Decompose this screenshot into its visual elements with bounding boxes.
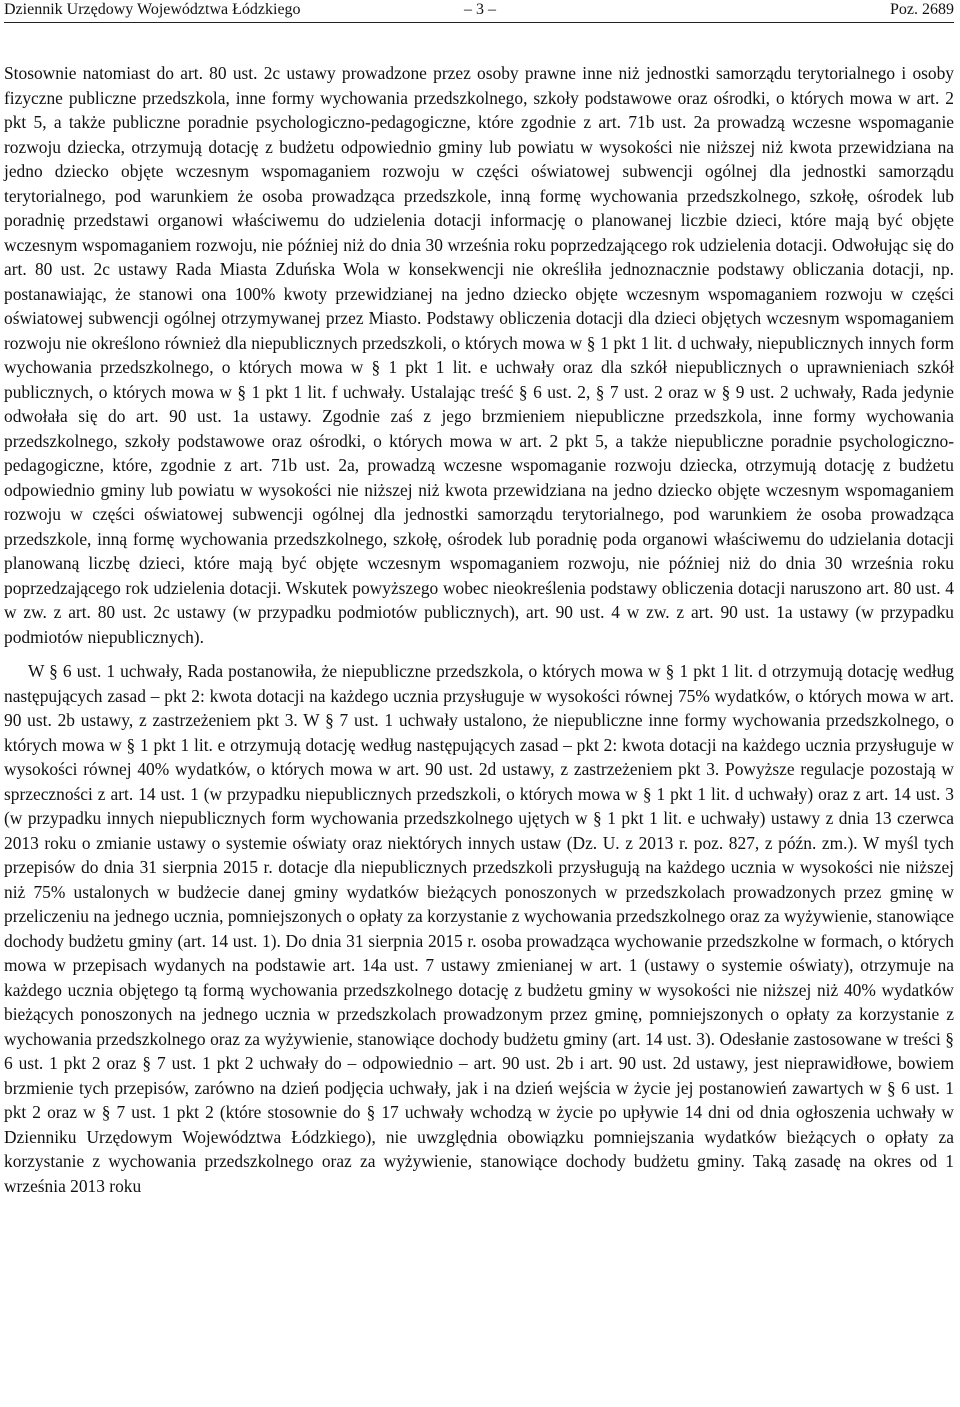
paragraph-2: W § 6 ust. 1 uchwały, Rada postanowiła, że niepubliczne przedszkola, o których mowa w § 1 pkt 1 lit. d otrzymują dotację według następujących zasad – pkt 2: kwota dotacji na każdego ucznia przysługuje w wysokości równej 75% wydatków, o których mowa w art. 90 ust. 2b ustawy, z zastrzeżeniem pkt 3. W § 7 ust. 1 uchwały ustalono, że niepubliczne inne formy wychowania przedszkolnego, o których mowa w § 1 pkt 1 lit. e otrzymują dotację według następujących zasad – pkt 2: kwota dotacji na każdego ucznia przysługuje w wysokości równej 40% wydatków, o których mowa w art. 90 ust. 2d ustawy, z zastrzeżeniem pkt 3. Powyższe regulacje pozostają w sprzeczności z art. 14 ust. 1 (w przypadku niepublicznych przedszkoli, o których mowa w § 1 pkt 1 lit. d uchwały) oraz z art. 14 ust. 3 (w przypadku innych niepublicznych form wychowania przedszkolnego ujętych w § 1 pkt 1 lit. e uchwały) ustawy z dnia 13 czerwca 2013 roku o zmianie ustawy o systemie oświaty oraz niektórych innych ustaw (Dz. U. z 2013 r. poz. 827, z późn. zm.). W myśl tych przepisów do dnia 31 sierpnia 2015 r. dotacje dla niepublicznych przedszkoli przysługują na każdego ucznia w wysokości nie niższej niż 75% ustalonych w budżecie danej gminy wydatków bieżących ponoszonych w przedszkolach prowadzonych przez gminę w przeliczeniu na jednego ucznia, pomniejszonych o opłaty za korzystanie z wychowania przedszkolnego oraz za wyżywienie, stanowiące dochody budżetu gminy (art. 14 ust. 1). Do dnia 31 sierpnia 2015 r. osoba prowadząca wychowanie przedszkolne w formach, o których mowa w przepisach wydanych na podstawie art. 14a ust. 7 ustawy zmienianej w art. 1 (ustawy o systemie oświaty), otrzymuje na każdego ucznia objętego tą formą wychowania przedszkolnego dotację z budżetu gminy w wysokości nie niższej niż 40% wydatków bieżących ponoszonych na jednego ucznia w przedszkolach prowadzonym przez gminę, pomniejszonych o opłaty za korzystanie z wychowania przedszkolnego oraz za wyżywienie, stanowiące dochody budżetu gminy (art. 14 ust. 3). Odesłanie zastosowane w treści § 6 ust. 1 pkt 2 oraz § 7 ust. 1 pkt 2 uchwały do – odpowiednio – art. 90 ust. 2b i art. 90 ust. 2d ustawy, jest nieprawidłowe, bowiem brzmienie tych przepisów, zarówno na dzień podjęcia uchwały, jak i na dzień wejścia w życie jej postanowień zawartych w § 6 ust. 1 pkt 2 oraz w § 7 ust. 1 pkt 2 (które stosownie do § 17 uchwały wchodzą w życie po upływie 14 dni od dnia ogłoszenia uchwały w Dzienniku Urzędowym Województwa Łódzkiego), nie uwzględnia obowiązku pomniejszania wydatków bieżących o opłaty za korzystanie z wychowania przedszkolnego oraz za wyżywienie, stanowiące dochody budżetu gminy. Taką zasadę na okres od 1 września 2013 roku [4, 661, 954, 1196]
page-number: – 3 – [464, 1, 496, 18]
document-body [4, 61, 954, 1198]
journal-title: Dziennik Urzędowy Województwa Łódzkiego [4, 1, 301, 18]
paragraph-1: Stosownie natomiast do art. 80 ust. 2c ustawy prowadzone przez osoby prawne inne niż jednostki samorządu terytorialnego i osoby fizyczne publiczne przedszkola, inne formy wychowania przedszkolnego, szkoły podstawowe oraz ośrodki, o których mowa w art. 2 pkt 5, a także publiczne poradnie psychologiczno-pedagogiczne, które zgodnie z art. 71b ust. 2a prowadzą wczesne wspomaganie rozwoju dziecka, otrzymują dotację z budżetu odpowiednio gminy lub powiatu w wysokości nie niższej niż kwota przewidziana na jedno dziecko objęte wczesnym wspomaganiem rozwoju w części oświatowej subwencji ogólnej dla jednostki samorządu terytorialnego, pod warunkiem że osoba prowadząca przedszkole, inną formę wychowania przedszkolnego, szkołę, ośrodek lub poradnię przedstawi organowi właściwemu do udzielenia dotacji informację o planowanej liczbie dzieci, które mają być objęte wczesnym wspomaganiem rozwoju, nie później niż do dnia 30 września roku poprzedzającego rok udzielenia dotacji. Odwołując się do art. 80 ust. 2c ustawy Rada Miasta Zduńska Wola w konsekwencji nie określiła jednoznacznie podstawy obliczania dotacji, np. postanawiając, że stanowi ona 100% kwoty przewidzianej na jedno dziecko objęte wczesnym wspomaganiem rozwoju w części oświatowej subwencji ogólnej otrzymywanej przez Miasto. Podstawy obliczenia dotacji dla dzieci objętych wczesnym wspomaganiem rozwoju nie określono również dla niepublicznych przedszkoli, o których mowa w § 1 pkt 1 lit. d uchwały, niepublicznych innych form wychowania przedszkolnego, o których mowa w § 1 pkt 1 lit. e uchwały oraz dla szkół niepublicznych o uprawnieniach szkół publicznych, o których mowa w § 1 pkt 1 lit. f uchwały. Ustalając treść § 6 ust. 2, § 7 ust. 2 oraz w § 9 ust. 2 uchwały, Rada jedynie odwołała się do art. 90 ust. 1a ustawy. Zgodnie zaś z jego brzmieniem niepubliczne przedszkola, inne formy wychowania przedszkolnego, szkoły podstawowe oraz ośrodki, o których mowa w art. 2 pkt 5, a także niepubliczne poradnie psychologiczno-pedagogiczne, które, zgodnie z art. 71b ust. 2a, prowadzą wczesne wspomaganie rozwoju dziecka, otrzymują dotację z budżetu odpowiednio gminy lub powiatu w wysokości nie niższej niż kwota przewidziana na jedno dziecko objęte wczesnym wspomaganiem rozwoju w części oświatowej subwencji ogólnej dla jednostki samorządu terytorialnego, pod warunkiem że osoba prowadząca przedszkole, inną formę wychowania przedszkolnego, szkołę, ośrodek lub poradnię poda organowi właściwemu do udzielania dotacji planowaną liczbę dzieci, które mają być objęte wczesnym wspomaganiem rozwoju, nie później niż do dnia 30 września roku poprzedzającego rok udzielenia dotacji. Wskutek powyższego wobec nieokreślenia podstawy obliczenia dotacji naruszono art. 80 ust. 4 w zw. z art. 80 ust. 2c ustawy (w przypadku podmiotów publicznych), art. 90 ust. 4 w zw. z art. 90 ust. 1a ustawy (w przypadku podmiotów niepublicznych). [4, 63, 954, 647]
page-header [4, 0, 954, 23]
position-number: Poz. 2689 [890, 1, 954, 18]
